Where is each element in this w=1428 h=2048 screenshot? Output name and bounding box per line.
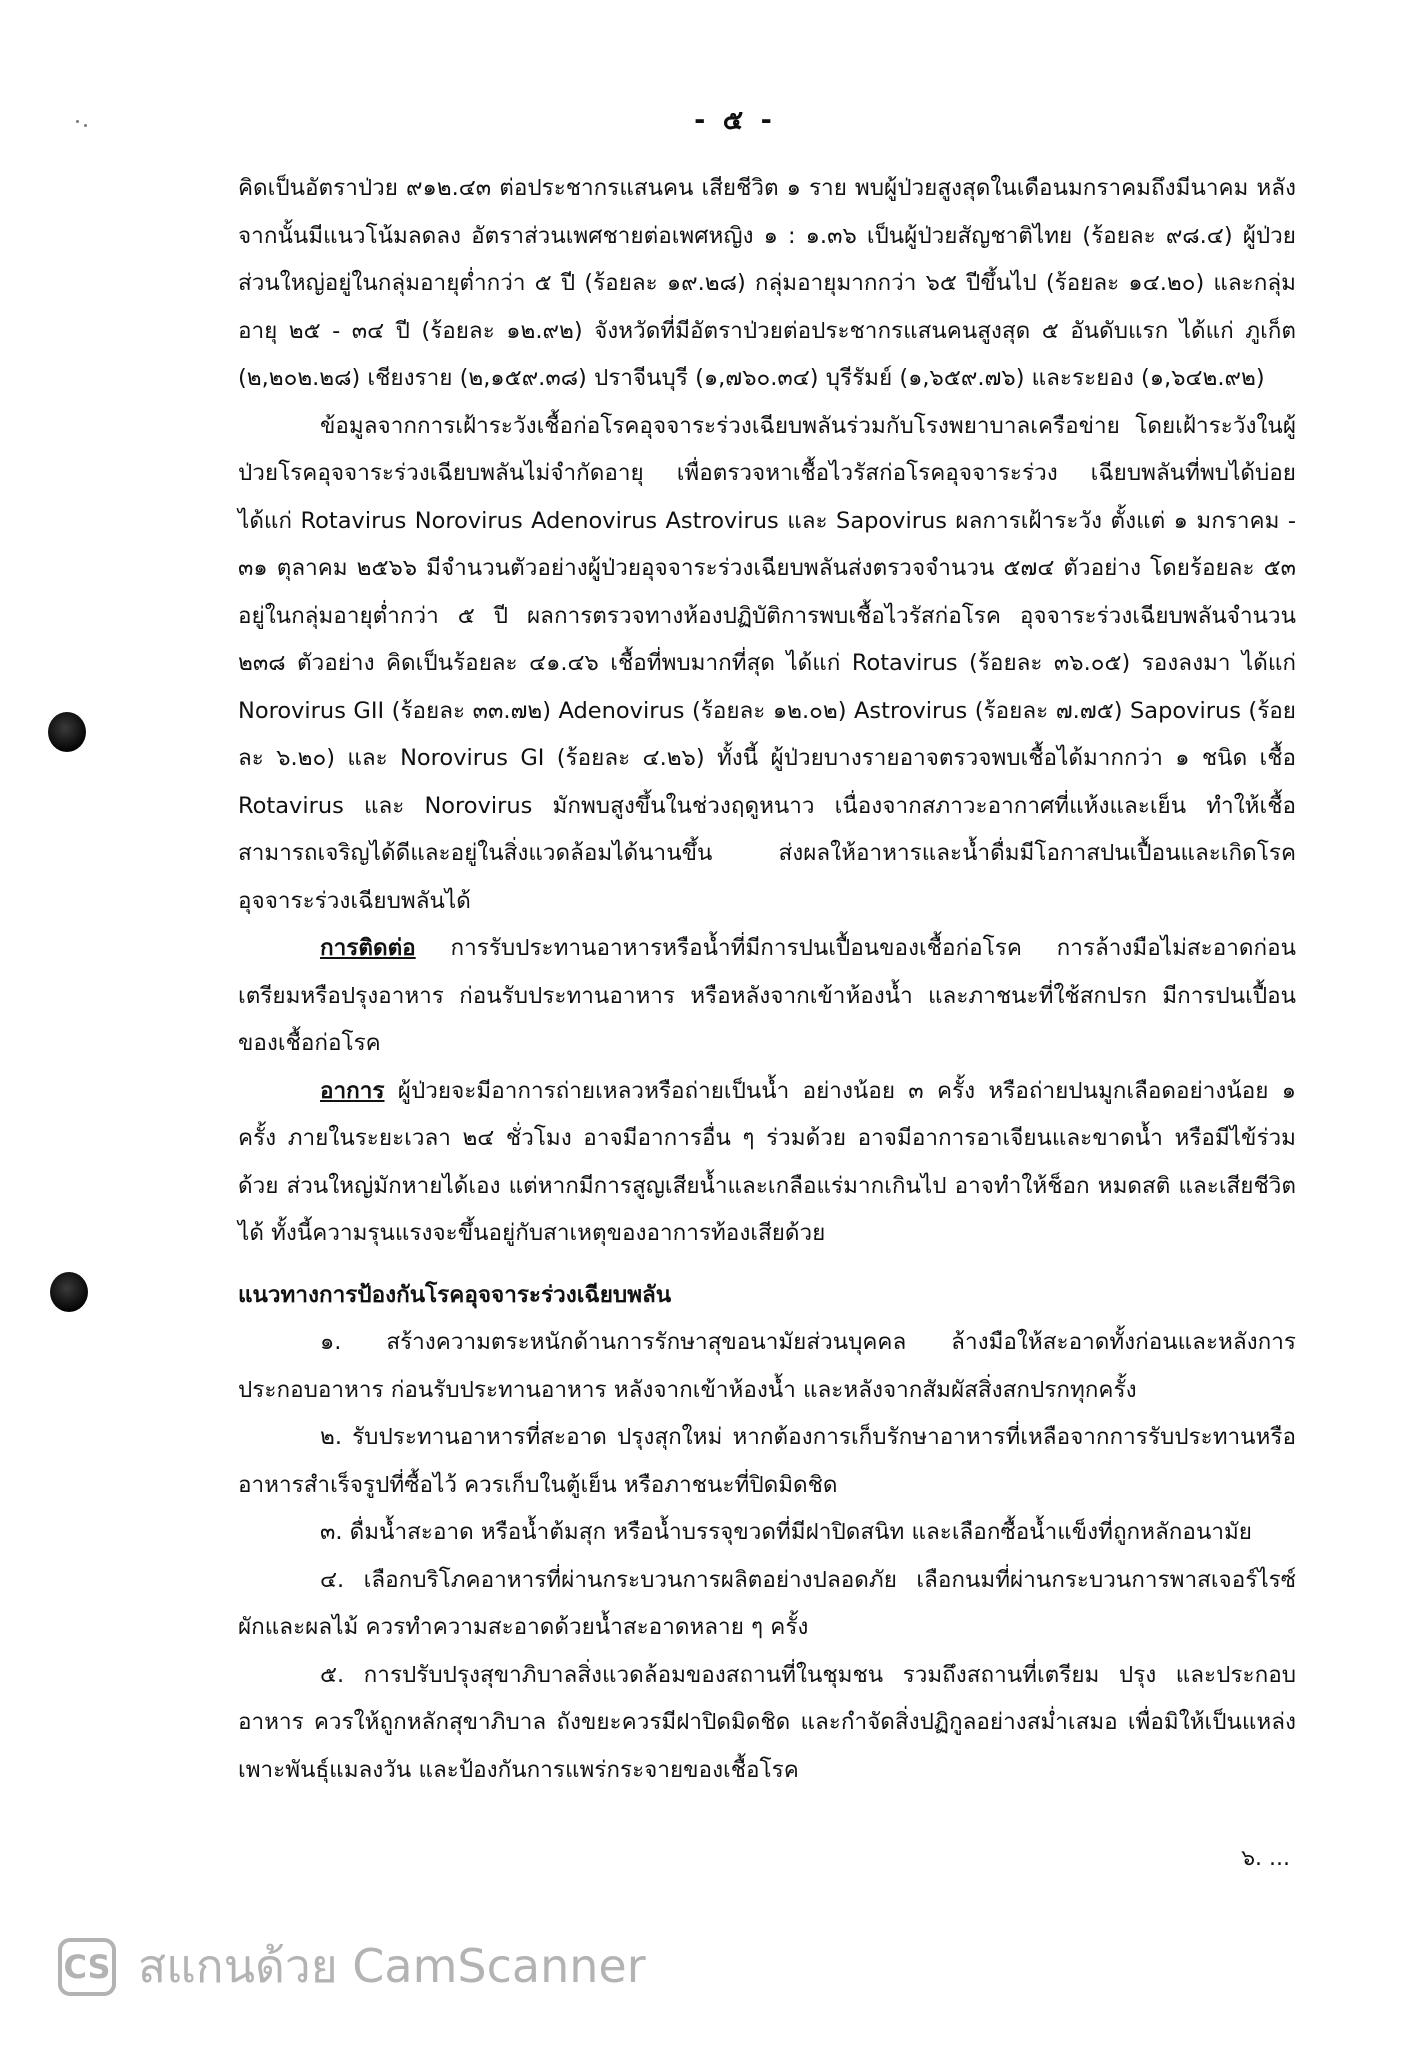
transmission-paragraph xyxy=(238,925,1296,1068)
page-number: - ๕ - xyxy=(694,105,776,136)
symptoms-label: อาการ xyxy=(320,1077,385,1104)
symptoms-text: ผู้ป่วยจะมีอาการถ่ายเหลวหรือถ่ายเป็นน้ำ อย่างน้อย ๓ ครั้ง หรือถ่ายปนมูกเลือดอย่างน้อย ๑ ครั้ง ภายในระยะเวลา ๒๔ ชั่วโมง อาจมีอาการอื่น ๆ ร่วมด้วย อาจมีอาการอาเจียนและขาดน้ำ หรือมีไข้ร่วมด้วย ส่วนใหญ่มักหายได้เอง แต่หากมีการสูญเสียน้ำและเกลือแร่มากเกินไป อาจทำให้ช็อก หมดสติ และเสียชีวิตได้ ทั้งนี้ความรุนแรงจะขึ้นอยู่กับสาเหตุของอาการท้องเสียด้วย xyxy=(238,1077,1296,1246)
prevention-item: ๓. ดื่มน้ำสะอาด หรือน้ำต้มสุก หรือน้ำบรรจุขวดที่มีฝาปิดสนิท และเลือกซื้อน้ำแข็งที่ถูกหลักอนามัย xyxy=(320,1519,1252,1545)
document-body xyxy=(238,165,1296,1794)
prevention-item: ๕. การปรับปรุงสุขาภิบาลสิ่งแวดล้อมของสถานที่ในชุมชน รวมถึงสถานที่เตรียม ปรุง และประกอบอาหาร ควรให้ถูกหลักสุขาภิบาล ถังขยะควรมีฝาปิดมิดชิด และกำจัดสิ่งปฏิกูลอย่างสม่ำเสมอ เพื่อมิให้เป็นแหล่งเพาะพันธุ์แมลงวัน และป้องกันการแพร่กระจายของเชื้อโรค xyxy=(238,1661,1296,1783)
punch-hole xyxy=(48,712,86,752)
transmission-label: การติดต่อ xyxy=(320,935,416,961)
surveillance-paragraph: ข้อมูลจากการเฝ้าระวังเชื้อก่อโรคอุจจาระร่วงเฉียบพลันร่วมกับโรงพยาบาลเครือข่าย โดยเฝ้าระวังในผู้ป่วยโรคอุจจาระร่วงเฉียบพลันไม่จำกัดอายุ เพื่อตรวจหาเชื้อไวรัสก่อโรคอุจจาระร่วง เฉียบพลันที่พบได้บ่อย ได้แก่ Rotavirus Norovirus Adenovirus Astrovirus และ Sapovirus ผลการเฝ้าระวัง ตั้งแต่ ๑ มกราคม - ๓๑ ตุลาคม ๒๕๖๖ มีจำนวนตัวอย่างผู้ป่วยอุจจาระร่วงเฉียบพลันส่งตรวจจำนวน ๕๗๔ ตัวอย่าง โดยร้อยละ ๕๓ อยู่ในกลุ่มอายุต่ำกว่า ๕ ปี ผลการตรวจทางห้องปฏิบัติการพบเชื้อไวรัสก่อโรค อุจจาระร่วงเฉียบพลันจำนวน ๒๓๘ ตัวอย่าง คิดเป็นร้อยละ ๔๑.๔๖ เชื้อที่พบมากที่สุด ได้แก่ Rotavirus (ร้อยละ ๓๖.๐๕) รองลงมา ได้แก่ Norovirus GII (ร้อยละ ๓๓.๗๒) Adenovirus (ร้อยละ ๑๒.๐๒) Astrovirus (ร้อยละ ๗.๗๕) Sapovirus (ร้อยละ ๖.๒๐) และ Norovirus GI (ร้อยละ ๔.๒๖) ทั้งนี้ ผู้ป่วยบางรายอาจตรวจพบเชื้อได้มากกว่า ๑ ชนิด เชื้อ Rotavirus และ Norovirus มักพบสูงขึ้นในช่วงฤดูหนาว เนื่องจากสภาวะอากาศที่แห้งและเย็น ทำให้เชื้อสามารถเจริญได้ดีและอยู่ในสิ่งแวดล้อมได้นานขึ้น ส่งผลให้อาหารและน้ำดื่มมีโอกาสปนเปื้อนและเกิดโรคอุจจาระร่วงเฉียบพลันได้ xyxy=(238,412,1296,914)
prevention-item: ๔. เลือกบริโภคอาหารที่ผ่านกระบวนการผลิตอย่างปลอดภัย เลือกนมที่ผ่านกระบวนการพาสเจอร์ไรซ์ ผักและผลไม้ ควรทำความสะอาดด้วยน้ำสะอาดหลาย ๆ ครั้ง xyxy=(238,1566,1296,1640)
prevention-heading: แนวทางการป้องกันโรคอุจจาระร่วงเฉียบพลัน xyxy=(238,1281,672,1308)
punch-hole xyxy=(50,1272,88,1312)
symptoms-paragraph xyxy=(238,1068,1296,1258)
prevention-item: ๑. สร้างความตระหนักด้านการรักษาสุขอนามัยส่วนบุคคล ล้างมือให้สะอาดทั้งก่อนและหลังการประกอบอาหาร ก่อนรับประทานอาหาร หลังจากเข้าห้องน้ำ และหลังจากสัมผัสสิ่งสกปรกทุกครั้ง xyxy=(238,1329,1296,1403)
intro-paragraph: คิดเป็นอัตราป่วย ๙๑๒.๔๓ ต่อประชากรแสนคน เสียชีวิต ๑ ราย พบผู้ป่วยสูงสุดในเดือนมกราคมถึงมีนาคม หลังจากนั้นมีแนวโน้มลดลง อัตราส่วนเพศชายต่อเพศหญิง ๑ : ๑.๓๖ เป็นผู้ป่วยสัญชาติไทย (ร้อยละ ๙๘.๔) ผู้ป่วยส่วนใหญ่อยู่ในกลุ่มอายุต่ำกว่า ๕ ปี (ร้อยละ ๑๙.๒๘) กลุ่มอายุมากกว่า ๖๕ ปีขึ้นไป (ร้อยละ ๑๔.๒๐) และกลุ่มอายุ ๒๕ - ๓๔ ปี (ร้อยละ ๑๒.๙๒) จังหวัดที่มีอัตราป่วยต่อประชากรแสนคนสูงสุด ๕ อันดับแรก ได้แก่ ภูเก็ต (๒,๒๐๒.๒๘) เชียงราย (๒,๑๕๙.๓๘) ปราจีนบุรี (๑,๗๖๐.๓๔) บุรีรัมย์ (๑,๖๕๙.๗๖) และระยอง (๑,๖๔๒.๙๒) xyxy=(238,175,1296,391)
continuation-marker: ๖. ... xyxy=(1241,1846,1290,1871)
camscanner-logo-icon: CS xyxy=(58,1938,116,1996)
prevention-item: ๒. รับประทานอาหารที่สะอาด ปรุงสุกใหม่ หากต้องการเก็บรักษาอาหารที่เหลือจากการรับประทานหรืออาหารสำเร็จรูปที่ซื้อไว้ ควรเก็บในตู้เย็น หรือภาชนะที่ปิดมิดชิด xyxy=(238,1424,1296,1498)
camscanner-watermark xyxy=(58,1930,646,2003)
transmission-text: การรับประทานอาหารหรือน้ำที่มีการปนเปื้อนของเชื้อก่อโรค การล้างมือไม่สะอาดก่อนเตรียมหรือปรุงอาหาร ก่อนรับประทานอาหาร หรือหลังจากเข้าห้องน้ำ และภาชนะที่ใช้สกปรก มีการปนเปื้อนของเชื้อก่อโรค xyxy=(238,935,1296,1056)
watermark-text: สแกนด้วย CamScanner xyxy=(138,1939,646,1993)
